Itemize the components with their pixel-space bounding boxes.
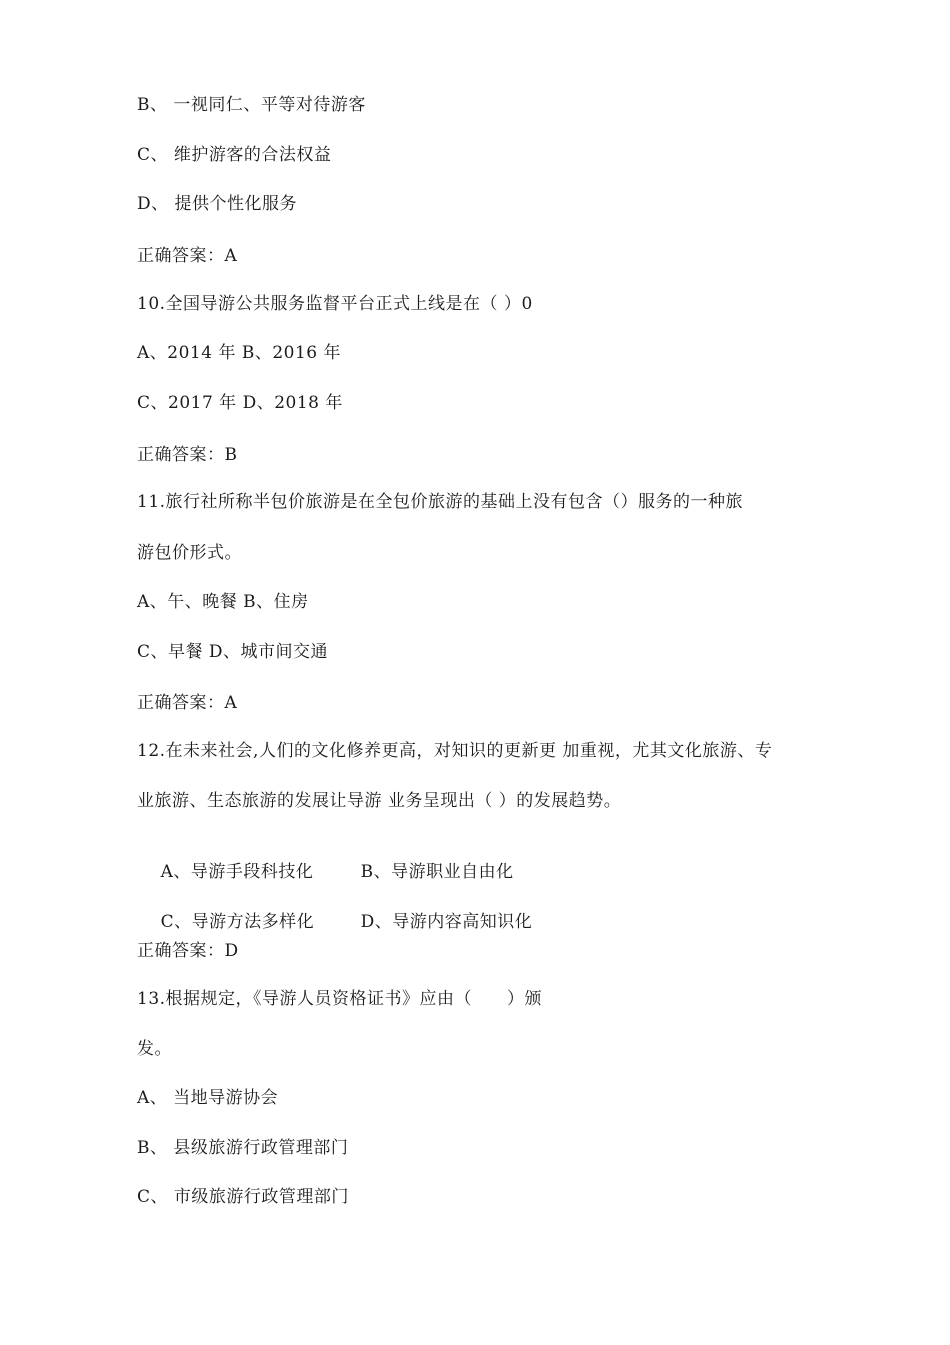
q13-option-a: A、 当地导游协会	[137, 1088, 279, 1108]
q10-options-ab: A、2014 年 B、2016 年	[137, 343, 342, 363]
q13-question-line2: 发。	[137, 1039, 172, 1059]
q10-answer: 正确答案：B	[137, 445, 238, 465]
q12-option-b: B、导游职业自由化	[360, 862, 514, 882]
q11-question-line1: 11.旅行社所称半包价旅游是在全包价旅游的基础上没有包含（）服务的一种旅	[137, 492, 744, 512]
q10-question: 10.全国导游公共服务监督平台正式上线是在（ ）0	[137, 294, 533, 314]
q10-options-cd: C、2017 年 D、2018 年	[137, 393, 343, 413]
q13-question-line1: 13.根据规定，《导游人员资格证书》应由（ ）颁	[137, 989, 543, 1009]
q12-option-c: C、导游方法多样化	[160, 912, 315, 932]
q9-answer: 正确答案：A	[137, 246, 238, 266]
q12-option-a: A、导游手段科技化	[160, 862, 314, 882]
q13-option-b: B、 县级旅游行政管理部门	[137, 1138, 349, 1158]
q12-answer: 正确答案：D	[137, 941, 239, 961]
q11-options-cd: C、早餐 D、城市间交通	[137, 642, 329, 662]
q11-options-ab: A、午、晚餐 B、住房	[137, 592, 309, 612]
q11-answer: 正确答案：A	[137, 693, 238, 713]
q9-option-b: B、 一视同仁、平等对待游客	[137, 95, 366, 115]
q12-question-line1: 12.在未来社会,人们的文化修养更高，对知识的更新更 加重视，尤其文化旅游、专	[137, 741, 773, 761]
q11-question-line2: 游包价形式。	[137, 543, 242, 563]
q12-option-d: D、导游内容高知识化	[360, 912, 533, 932]
q12-question-line2: 业旅游、生态旅游的发展让导游 业务呈现出（ ）的发展趋势。	[137, 791, 622, 811]
q13-option-c: C、 市级旅游行政管理部门	[137, 1187, 349, 1207]
q9-option-c: C、 维护游客的合法权益	[137, 145, 332, 165]
q9-option-d: D、 提供个性化服务	[137, 194, 298, 214]
